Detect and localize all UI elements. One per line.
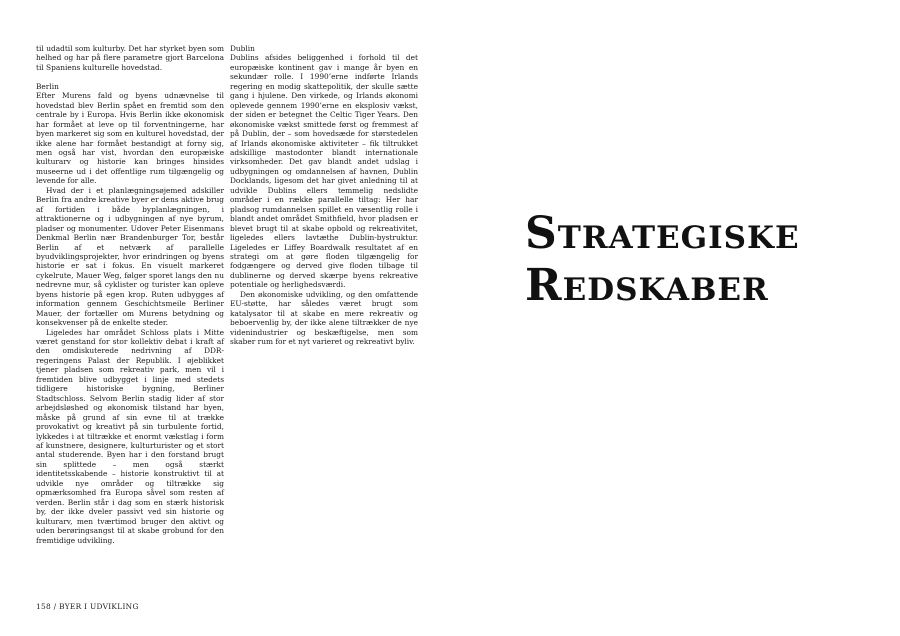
paragraph-berlin-3: Ligeledes har området Schloss plats i Mitte været genstand for stor kollektiv debat i kraft af den omdiskuterede nedrivning af DDR-regeringens Palast der Republik. I øjeblikket tjener pladsen som rekreativ park, men vil i fremtiden blive udbygget i linje med stedets tidligere historiske bygning, Berliner Stadtschloss. Selvom Berlin stadig lider af stor arbejdsløshed og økonomisk tilstand har byen, måske på grund af sin evne til at trække provokativt og kreativt på sin turbulente fortid, lykkedes i at tiltrække et enormt vækstlag i form af kunstnere, designere, kulturturister og et stort antal studerende. Byen har i den forstand brugt sin splittede – men også stærkt identitetsskabende – historie konstruktivt til at udvikle nye områder og tiltrække sig opmærksomhed fra Europa såvel som resten af verden. Berlin står i dag som en stærk historisk by, der ikke dveler passivt ved sin historie og kulturarv, men tværtimod bruger den aktivt og uden berøringsangst til at skabe grobund for den fremtidige udvikling. <box>36 327 224 545</box>
page-folio: 158 / BYER I UDVIKLING <box>36 602 139 611</box>
chapter-title <box>525 208 885 312</box>
paragraph-dublin-2: Den økonomiske udvikling, og den omfattende EU-støtte, har således været brugt som katalysator til at skabe en mere rekreativ og beboervenlig by, der ikke alene tiltrækker de nye videnindustrier og beskæftigelse, men som skaber rum for et nyt varieret og rekreativt byliv. <box>230 289 418 347</box>
spacer <box>36 72 224 81</box>
section-heading-dublin: Dublin <box>230 44 255 53</box>
paragraph-barcelona-end: til udadtil som kulturby. Det har styrket byen som helhed og har på flere parametre gjort Barcelona til Spaniens kulturelle hovedstad. <box>36 44 224 72</box>
section-heading-berlin: Berlin <box>36 81 59 91</box>
right-page <box>450 0 900 636</box>
paragraph-berlin-1: Efter Murens fald og byens udnævnelse til hovedstad blev Berlin spået en fremtid som den centrale by i Europa. Hvis Berlin ikke økonomisk har formået at leve op til forventningerne, har byen markeret sig som en kulturel hovedstad, der ikke alene har formået bestandigt at forny sig, men også har vist, hvordan den europæiske kulturarv og historie kan bringes hinsides museerne ud i det offentlige rum tilgængelig og levende for alle. <box>36 91 224 186</box>
chapter-title-line-1: Strategiske <box>525 208 800 259</box>
paragraph-dublin-1: Dublins afsides beliggenhed i forhold til det europæiske kontinent gav i mange år byen en sekundær rolle. I 1990’erne indførte Irlands regering en modig skattepolitik, der skulle sætte gang i hjulene. Den virkede, og Irlands økonomi oplevede gennem 1990’erne en eksplosiv vækst, der siden er betegnet the Celtic Tiger Years. Den økonomiske vækst smittede først og fremmest af på Dublin, der – som hovedsæde for størstedelen af Irlands økonomiske aktiviteter – fik tiltrukket adskillige mastodonter blandt internationale virksomheder. Det gav blandt andet udslag i udbygningen og omdannelsen af havnen, Dublin Docklands, ligesom det har givet anledning til at udvikle Dublins ellers temmelig nedslidte områder i en række parallelle tiltag: Her har pladsog rumdannelsen spillet en væsentlig rolle i blandt andet området Smithfield, hvor pladsen er blevet brugt til at skabe opbold og rekreativitet, ligeledes ellers lavtæthe Dublin-bystruktur. Ligeledes er Liffey Boardwalk resultatet af en strategi om at gøre floden tilgængelig for fodgængere og derved give floden tilbage til dublinerne og derved skærpe byens rekreative potentiale og herlighedsværdi. <box>230 53 418 290</box>
paragraph-berlin-2: Hvad der i et planlægningsøjemed adskiller Berlin fra andre kreative byer er dens aktive brug af fortiden i både byplanlægningen, i attraktionerne og i udbygningen af nye byrum, pladser og monumenter. Udover Peter Eisenmans Denkmal Berlin nær Brandenburger Tor, består Berlin af et netværk af parallelle byudviklingsprojekter, hvor erindringen og byens historie er sat i fokus. En visuelt markeret cykelrute, Mauer Weg, følger sporet langs den nu nedrevne mur, så cyklister og turister kan opleve byens historie på egen krop. Ruten udbygges af information gennem Geschichtsmeile Berliner Mauer, der fortæller om Murens betydning og konsekvenser på de enkelte steder. <box>36 185 224 328</box>
chapter-title-line-2: Redskaber <box>525 260 769 311</box>
text-column-1 <box>36 44 224 545</box>
text-column-2 <box>230 44 418 347</box>
